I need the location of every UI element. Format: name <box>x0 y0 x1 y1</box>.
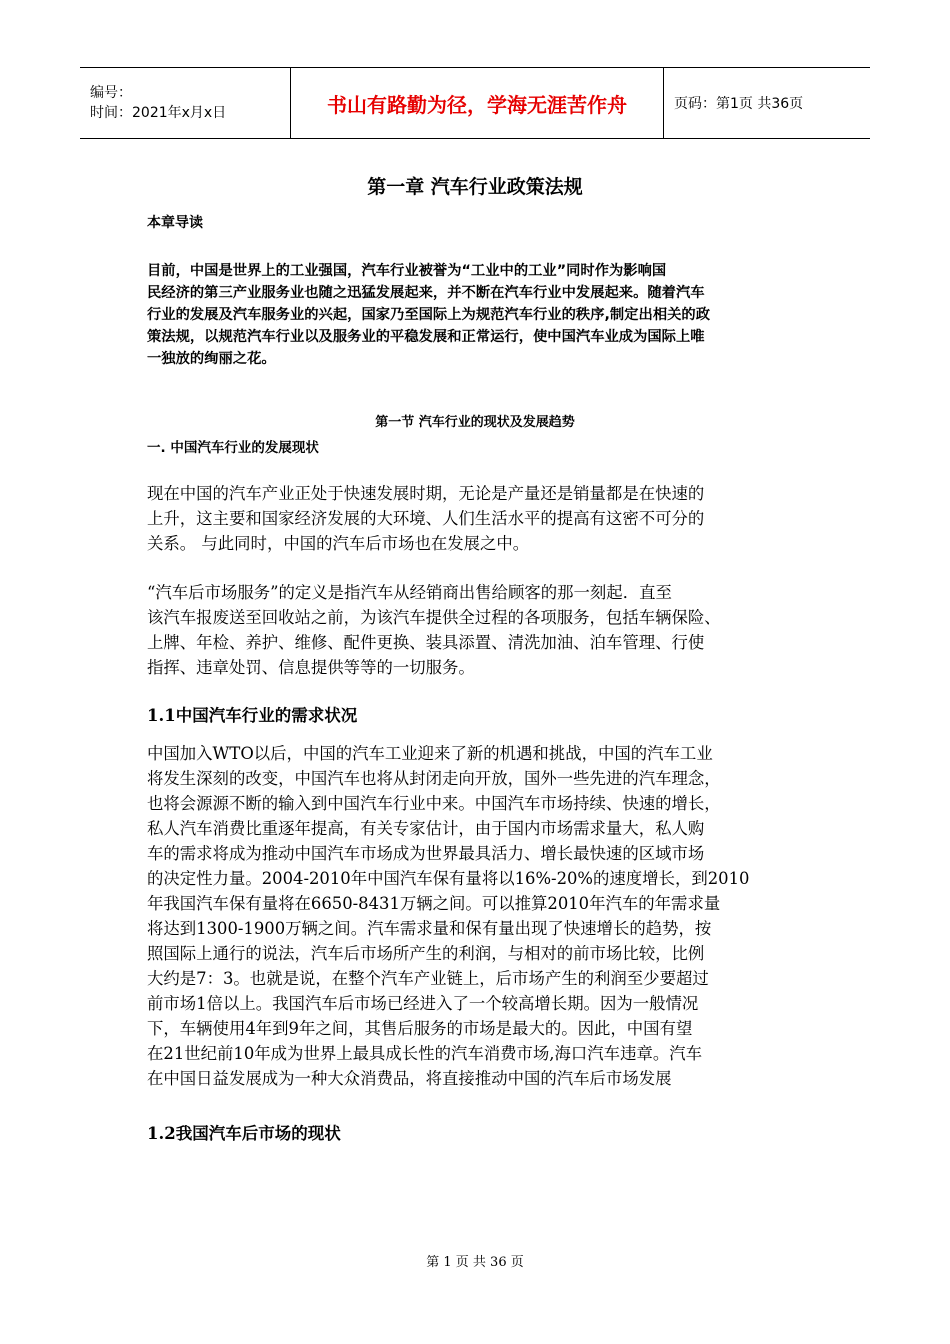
intro-paragraph <box>147 260 807 370</box>
text-line: 的决定性力量。2004-2010年中国汽车保有量将以16%-20%的速度增长，到2010 <box>147 869 750 888</box>
intro-line: 行业的发展及汽车服务业的兴起，国家乃至国际上为规范汽车行业的秩序,制定出相关的政 <box>147 307 711 323</box>
section-title: 第一节 汽车行业的现状及发展趋势 <box>375 415 575 430</box>
text-line: “汽车后市场服务”的定义是指汽车从经销商出售给顾客的那一刻起．直至 <box>147 583 672 602</box>
text-line: 关系。 与此同时，中国的汽车后市场也在发展之中。 <box>147 534 530 553</box>
lead-heading: 本章导读 <box>147 215 203 231</box>
header-page-cell <box>664 68 870 138</box>
text-line: 该汽车报废送至回收站之前，为该汽车提供全过程的各项服务，包括车辆保险、 <box>147 608 721 627</box>
text-line: 指挥、违章处罚、信息提供等等的一切服务。 <box>147 658 475 677</box>
intro-line: 民经济的第三产业服务业也随之迅猛发展起来，并不断在汽车行业中发展起来。随着汽车 <box>147 285 705 301</box>
paragraph-demand-status <box>147 741 827 1091</box>
text-line: 在中国日益发展成为一种大众消费品，将直接推动中国的汽车后市场发展 <box>147 1069 672 1088</box>
code-label: 编号： <box>90 85 132 101</box>
chapter-title: 第一章 汽车行业政策法规 <box>367 176 583 198</box>
text-line: 现在中国的汽车产业正处于快速发展时期，无论是产量还是销量都是在快速的 <box>147 484 705 503</box>
page-label: 页码：第1页 共36页 <box>674 96 804 112</box>
text-line: 大约是7：3。也就是说，在整个汽车产业链上，后市场产生的利润至少要超过 <box>147 969 709 988</box>
text-line: 下，车辆使用4年到9年之间，其售后服务的市场是最大的。因此，中国有望 <box>147 1019 693 1038</box>
text-line: 将达到1300-1900万辆之间。汽车需求量和保有量出现了快速增长的趋势，按 <box>147 919 712 938</box>
intro-line: 目前，中国是世界上的工业强国，汽车行业被誉为“工业中的工业”同时作为影响国 <box>147 263 667 279</box>
page-footer: 第 1 页 共 36 页 <box>426 1255 524 1270</box>
paragraph-current-status <box>147 481 827 556</box>
text-line: 将发生深刻的改变，中国汽车也将从封闭走向开放，国外一些先进的汽车理念， <box>147 769 721 788</box>
header-motto: 书山有路勤为径，学海无涯苦作舟 <box>327 92 627 117</box>
paragraph-aftermarket-definition <box>147 580 827 680</box>
text-line: 上牌、年检、养护、维修、配件更换、装具添置、清洗加油、泊车管理、行使 <box>147 633 705 652</box>
heading-1-2: 1.2我国汽车后市场的现状 <box>147 1124 341 1143</box>
header-motto-cell <box>291 68 664 138</box>
document-header <box>80 67 870 139</box>
subsection-heading: 一. 中国汽车行业的发展现状 <box>147 440 319 456</box>
text-line: 也将会源源不断的输入到中国汽车行业中来。中国汽车市场持续、快速的增长， <box>147 794 721 813</box>
text-line: 在21世纪前10年成为世界上最具成长性的汽车消费市场,海口汽车违章。汽车 <box>147 1044 703 1063</box>
intro-line: 一独放的绚丽之花。 <box>147 351 276 367</box>
text-line: 中国加入WTO以后，中国的汽车工业迎来了新的机遇和挑战，中国的汽车工业 <box>147 744 713 763</box>
text-line: 前市场1倍以上。我国汽车后市场已经进入了一个较高增长期。因为一般情况 <box>147 994 699 1013</box>
text-line: 私人汽车消费比重逐年提高，有关专家估计，由于国内市场需求量大，私人购 <box>147 819 705 838</box>
text-line: 年我国汽车保有量将在6650-8431万辆之间。可以推算2010年汽车的年需求量 <box>147 894 721 913</box>
intro-line: 策法规，以规范汽车行业以及服务业的平稳发展和正常运行，使中国汽车业成为国际上唯 <box>147 329 705 345</box>
time-label: 时间：2021年x月x日 <box>90 105 227 121</box>
text-line: 上升，这主要和国家经济发展的大环境、人们生活水平的提高有这密不可分的 <box>147 509 705 528</box>
text-line: 车的需求将成为推动中国汽车市场成为世界最具活力、增长最快速的区域市场 <box>147 844 705 863</box>
header-meta <box>80 68 291 138</box>
text-line: 照国际上通行的说法，汽车后市场所产生的利润，与相对的前市场比较，比例 <box>147 944 705 963</box>
heading-1-1: 1.1中国汽车行业的需求状况 <box>147 706 358 725</box>
